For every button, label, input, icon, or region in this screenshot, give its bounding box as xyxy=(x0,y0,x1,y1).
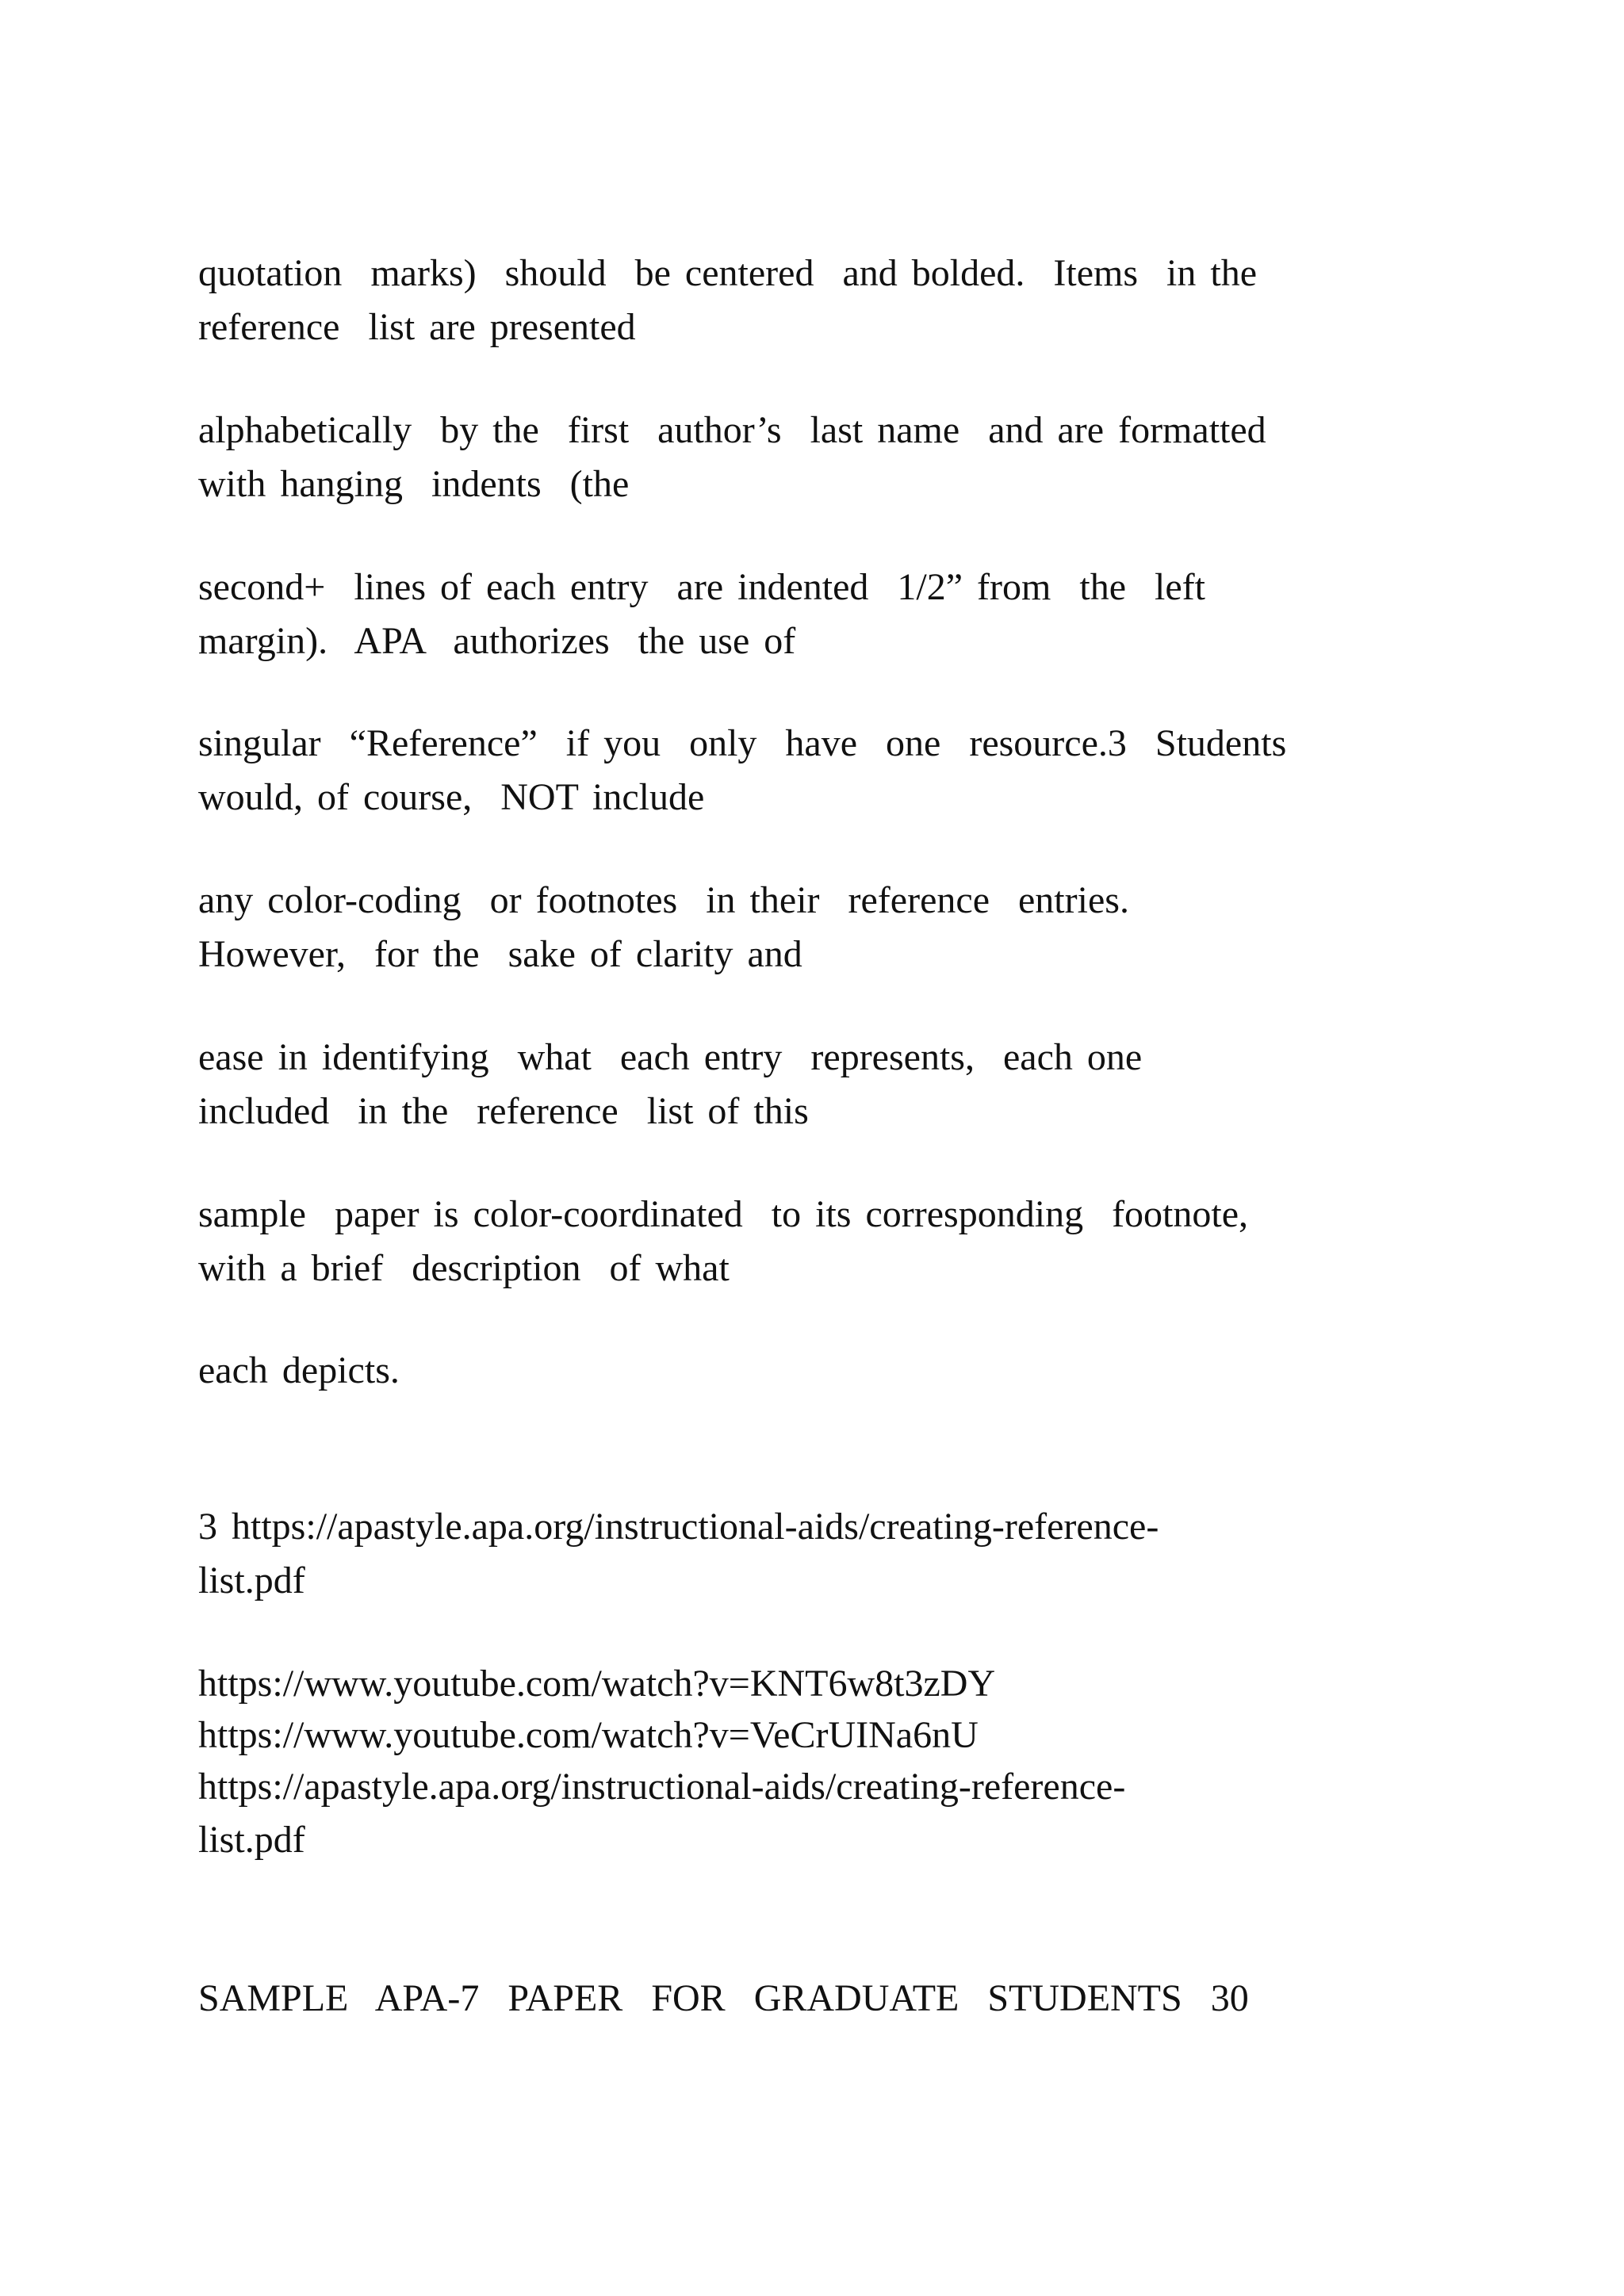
body-line: any color-coding or footnotes in their reference entries. xyxy=(198,879,1129,921)
body-line: However, for the sake of clarity and xyxy=(198,933,802,975)
body-line: singular “Reference” if you only have one resource.3 Students xyxy=(198,722,1287,764)
body-line: alphabetically by the first author’s last name and are formatted xyxy=(198,409,1266,451)
body-line: would, of course, NOT include xyxy=(198,776,705,818)
footnote-line: list.pdf xyxy=(198,1559,305,1601)
link-line: https://www.youtube.com/watch?v=VeCrUINa6nU xyxy=(198,1714,979,1756)
running-head: SAMPLE APA-7 PAPER FOR GRADUATE STUDENTS 30 xyxy=(198,1977,1249,2019)
link-line: https://www.youtube.com/watch?v=KNT6w8t3zDY xyxy=(198,1663,996,1705)
body-line: sample paper is color-coordinated to its corresponding footnote, xyxy=(198,1193,1249,1235)
body-line: quotation marks) should be centered and bolded. Items in the xyxy=(198,252,1258,294)
body-line: included in the reference list of this xyxy=(198,1090,809,1132)
link-line: https://apastyle.apa.org/instructional-aids/creating-reference- xyxy=(198,1766,1126,1808)
footnote-line: 3 https://apastyle.apa.org/instructional-aids/creating-reference- xyxy=(198,1506,1159,1548)
body-line: each depicts. xyxy=(198,1349,400,1391)
body-line: margin). APA authorizes the use of xyxy=(198,620,796,662)
body-line: reference list are presented xyxy=(198,306,636,348)
link-line: list.pdf xyxy=(198,1819,305,1861)
body-line: second+ lines of each entry are indented 1/2” from the left xyxy=(198,566,1205,608)
body-line: ease in identifying what each entry represents, each one xyxy=(198,1036,1143,1078)
body-line: with hanging indents (the xyxy=(198,463,630,505)
body-line: with a brief description of what xyxy=(198,1247,730,1289)
